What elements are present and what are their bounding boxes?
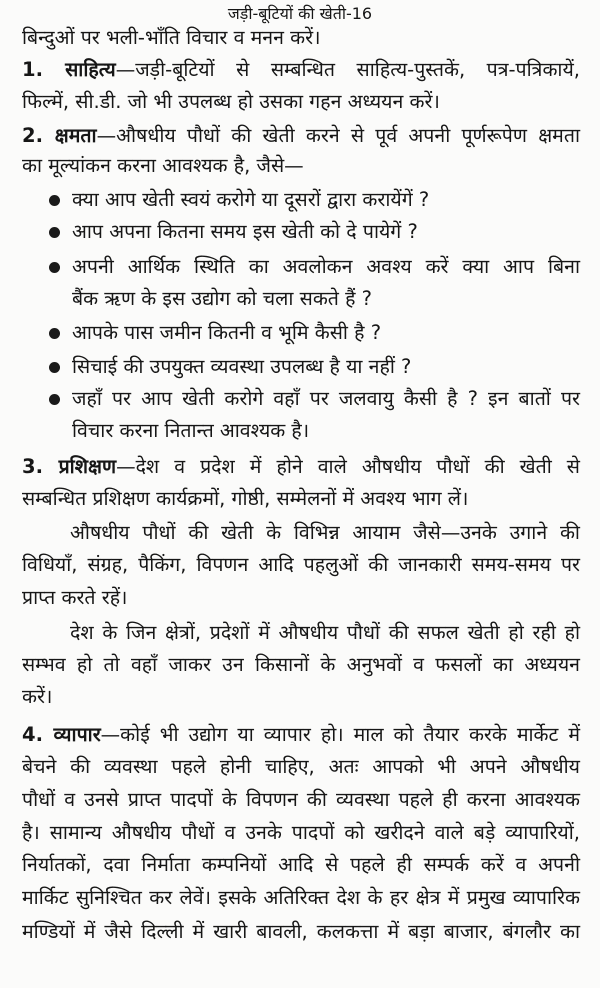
list-item: सिचाई की उपयुक्त व्यवस्था उपलब्ध है या नहीं ? (72, 355, 412, 378)
text-line: का मूल्यांकन करना आवश्यक है, जैसे— (22, 154, 304, 177)
section-heading: 4. व्यापार (22, 723, 101, 746)
text-line: फिल्में, सी.डी. जो भी उपलब्ध हो उसका गहन अध्ययन करें। (22, 90, 440, 113)
text-line: सम्भव हो तो वहाँ जाकर उन किसानों के अनुभवों व फसलों का अध्ययन (22, 653, 580, 676)
list-item: आप अपना कितना समय इस खेती को दे पायेगें ? (72, 220, 418, 243)
running-header: जड़ी-बूटियों की खेती-16 (227, 4, 373, 23)
bullet-icon (49, 362, 60, 373)
bullet-icon (49, 262, 60, 273)
text-line: विधियाँ, संग्रह, पैकिंग, विपणन आदि पहलुओं की जानकारी समय-समय पर (22, 553, 580, 576)
bullet-icon (49, 227, 60, 238)
section-heading: 2. क्षमता (22, 124, 97, 147)
text-line: करें। (22, 685, 53, 708)
list-item: क्या आप खेती स्वयं करोगे या दूसरों द्वारा करायेंगें ? (72, 188, 430, 211)
section-literature (22, 55, 580, 85)
text-line: औषधीय पौधों की खेती के विभिन्न आयाम जैसे—उनके उगाने की (70, 521, 580, 544)
bullet-icon (49, 195, 60, 206)
bullet-icon (49, 394, 60, 405)
text-line: बिन्दुओं पर भली-भाँति विचार व मनन करें। (22, 26, 321, 49)
list-item-continued: बैंक ऋण के इस उद्योग को चला सकते हैं ? (72, 287, 373, 310)
text-line: निर्यातकों, दवा निर्माता कम्पनियों आदि से पहले ही सम्पर्क करें व अपनी (22, 853, 580, 876)
text-line: —जड़ी-बूटियों से सम्बन्धित साहित्य-पुस्तकें, पत्र-पत्रिकायें, (115, 58, 580, 81)
text-line: है। सामान्य औषधीय पौधों व उनके पादपों को खरीदने वाले बड़े व्यापारियों, (22, 821, 580, 844)
section-heading: 1. साहित्य (22, 58, 116, 81)
text-line: देश के जिन क्षेत्रों, प्रदेशों में औषधीय पौधों की सफल खेती हो रही हो (70, 621, 580, 644)
text-line: पौधों व उनसे प्राप्त पादपों के विपणन की व्यवस्था पहले ही करना आवश्यक (22, 788, 580, 811)
text-line: मण्डियों में जैसे दिल्ली में खारी बावली, कलकत्ता में बड़ा बाजार, बंगलौर का (22, 920, 580, 943)
section-training (22, 452, 580, 482)
section-capacity (22, 121, 580, 151)
text-line: मार्किट सुनिश्चित कर लेवें। इसके अतिरिक्त देश के हर क्षेत्र में प्रमुख व्यापारिक (22, 886, 580, 909)
list-item: जहाँ पर आप खेती करोगे वहाँ पर जलवायु कैसी है ? इन बातों पर (72, 387, 580, 410)
list-item-continued: विचार करना नितान्त आवश्यक है। (72, 419, 310, 442)
text-line: बेचने की व्यवस्था पहले होनी चाहिए, अतः आपको भी अपने औषधीय (22, 755, 580, 778)
text-line: —देश व प्रदेश में होने वाले औषधीय पौधों की खेती से (116, 455, 580, 478)
section-heading: 3. प्रशिक्षण (22, 455, 117, 478)
text-line: —कोई भी उद्योग या व्यापार हो। माल को तैयार करके मार्केट में (100, 723, 580, 746)
text-line: सम्बन्धित प्रशिक्षण कार्यक्रमों, गोष्ठी, सम्मेलनों में अवश्य भाग लें। (22, 487, 469, 510)
bullet-icon (49, 328, 60, 339)
text-line: प्राप्त करते रहें। (22, 586, 128, 609)
text-line: —औषधीय पौधों की खेती करने से पूर्व अपनी पूर्णरूपेण क्षमता (96, 124, 581, 147)
list-item: आपके पास जमीन कितनी व भूमि कैसी है ? (72, 321, 382, 344)
section-trade (22, 720, 580, 750)
list-item: अपनी आर्थिक स्थिति का अवलोकन अवश्य करें क्या आप बिना (72, 255, 580, 278)
